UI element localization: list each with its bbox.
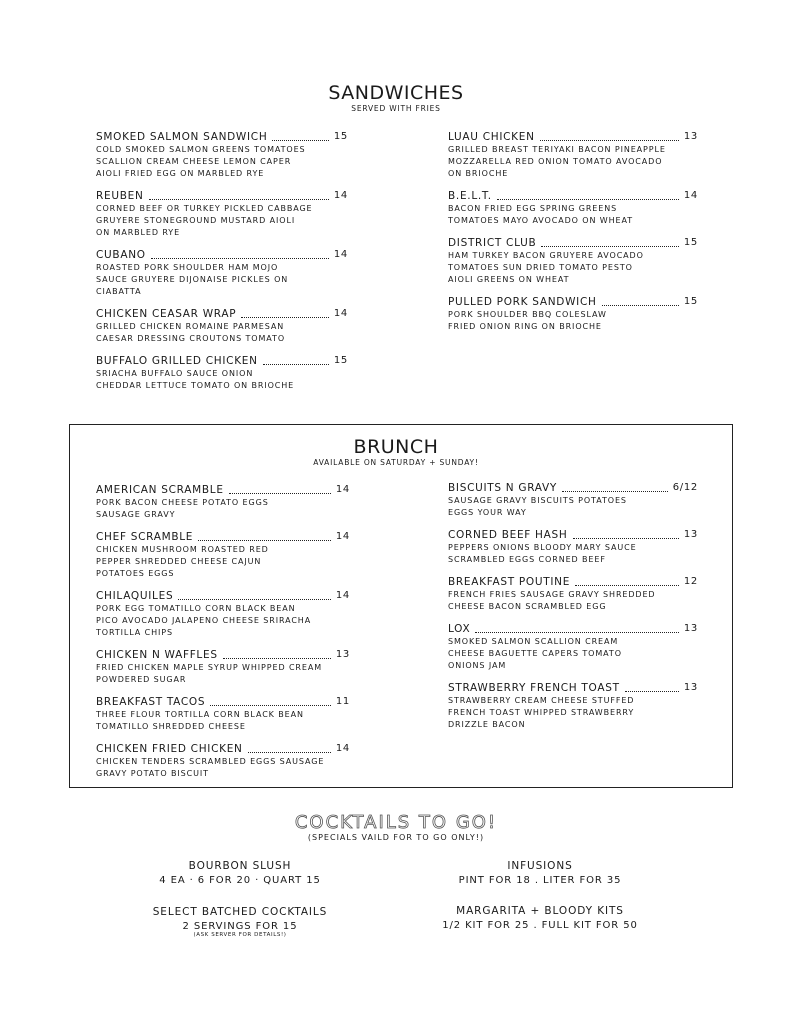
menu-item-description: CAESAR DRESSING CROUTONS TOMATO: [96, 334, 286, 343]
menu-item-description: ON MARBLED RYE: [96, 228, 181, 237]
dot-leader: [497, 199, 679, 200]
menu-item: [448, 131, 698, 179]
menu-item-header: [96, 484, 350, 496]
menu-item-description: PEPPER SHREDDED CHEESE CAJUN: [96, 557, 262, 566]
menu-item-price: 11: [335, 696, 350, 707]
dot-leader: [562, 491, 668, 492]
menu-item-description: COLD SMOKED SALMON GREENS TOMATOES: [96, 145, 306, 154]
menu-item: [96, 743, 350, 779]
menu-item: [448, 190, 698, 226]
menu-item: [96, 131, 348, 179]
menu-item-description: POWDERED SUGAR: [96, 675, 187, 684]
menu-item-name: CHICKEN FRIED CHICKEN: [96, 743, 243, 755]
menu-item-description: GRILLED BREAST TERIYAKI BACON PINEAPPLE: [448, 145, 666, 154]
infusions-price: PINT FOR 18 . LITER FOR 35: [458, 875, 622, 886]
menu-item-description: AIOLI GREENS ON WHEAT: [448, 275, 570, 284]
menu-item-name: BREAKFAST POUTINE: [448, 576, 571, 588]
menu-item-name: BISCUITS N GRAVY: [448, 482, 558, 494]
menu-item-price: 15: [333, 131, 348, 142]
menu-item-description: FRENCH TOAST WHIPPED STRAWBERRY: [448, 708, 635, 717]
batched-cocktails: [130, 906, 350, 938]
menu-item-price: 13: [683, 682, 698, 693]
menu-item-price: 14: [335, 484, 350, 495]
menu-item: [448, 237, 698, 285]
dot-leader: [573, 538, 679, 539]
menu-item-price: 14: [335, 743, 350, 754]
dot-leader: [263, 364, 329, 365]
margarita-bloody-kits: [410, 905, 670, 931]
dot-leader: [210, 705, 331, 706]
menu-item-header: [448, 529, 698, 541]
menu-item-name: CHILAQUILES: [96, 590, 174, 602]
cocktails-subtitle: (SPECIALS VAILD FOR TO GO ONLY!): [307, 833, 485, 842]
menu-item-header: [448, 682, 698, 694]
menu-item: [96, 696, 350, 732]
brunch-left-column: [96, 484, 350, 790]
menu-item-price: 13: [335, 649, 350, 660]
menu-item-header: [448, 131, 698, 143]
dot-leader: [540, 140, 679, 141]
menu-item-description: CHEESE BACON SCRAMBLED EGG: [448, 602, 607, 611]
menu-item-name: CORNED BEEF HASH: [448, 529, 568, 541]
menu-item-price: 6/12: [672, 482, 698, 493]
menu-item: [448, 623, 698, 671]
menu-item: [448, 296, 698, 332]
dot-leader: [229, 493, 331, 494]
menu-item-header: [96, 590, 350, 602]
menu-item-header: [448, 623, 698, 635]
dot-leader: [272, 140, 328, 141]
dot-leader: [151, 258, 329, 259]
menu-item-price: 14: [333, 308, 348, 319]
menu-item: [96, 590, 350, 638]
menu-item-description: CHEESE BAGUETTE CAPERS TOMATO: [448, 649, 622, 658]
menu-item-header: [96, 308, 348, 320]
menu-item-description: CORNED BEEF OR TURKEY PICKLED CABBAGE: [96, 204, 313, 213]
menu-item-description: GRILLED CHICKEN ROMAINE PARMESAN: [96, 322, 285, 331]
menu-item-name: B.E.L.T.: [448, 190, 492, 202]
menu-item: [448, 682, 698, 730]
dot-leader: [625, 691, 679, 692]
menu-item: [448, 482, 698, 518]
menu-item-header: [96, 743, 350, 755]
menu-item-price: 14: [335, 590, 350, 601]
menu-item-name: DISTRICT CLUB: [448, 237, 537, 249]
dot-leader: [178, 599, 331, 600]
dot-leader: [541, 246, 678, 247]
menu-item-description: STRAWBERRY CREAM CHEESE STUFFED: [448, 696, 635, 705]
menu-item-header: [448, 576, 698, 588]
menu-item-header: [448, 237, 698, 249]
menu-item-description: SAUCE GRUYERE DIJONAISE PICKLES ON: [96, 275, 289, 284]
menu-item-header: [448, 190, 698, 202]
cocktails-title: COCKTAILS TO GO!: [294, 812, 498, 833]
menu-item: [448, 576, 698, 612]
menu-item-description: PEPPERS ONIONS BLOODY MARY SAUCE: [448, 543, 637, 552]
sandwiches-right-column: [448, 131, 698, 343]
brunch-subtitle: AVAILABLE ON SATURDAY + SUNDAY!: [313, 458, 479, 467]
dot-leader: [575, 585, 679, 586]
menu-item: [96, 355, 348, 391]
menu-item-description: FRIED ONION RING ON BRIOCHE: [448, 322, 602, 331]
menu-item-price: 14: [333, 190, 348, 201]
menu-item-description: ROASTED PORK SHOULDER HAM MOJO: [96, 263, 279, 272]
menu-item-header: [96, 190, 348, 202]
menu-item: [96, 531, 350, 579]
menu-item-description: ONIONS JAM: [448, 661, 507, 670]
menu-item-description: PICO AVOCADO JALAPENO CHEESE SRIRACHA: [96, 616, 312, 625]
menu-item-name: BUFFALO GRILLED CHICKEN: [96, 355, 258, 367]
menu-item-price: 15: [683, 237, 698, 248]
menu-item-description: SAUSAGE GRAVY BISCUITS POTATOES: [448, 496, 627, 505]
menu-item-description: CHEDDAR LETTUCE TOMATO ON BRIOCHE: [96, 381, 295, 390]
bourbon-slush: [130, 860, 350, 886]
menu-item-price: 15: [683, 296, 698, 307]
menu-item-name: CHEF SCRAMBLE: [96, 531, 194, 543]
menu-item-header: [448, 482, 698, 494]
menu-item-header: [96, 696, 350, 708]
brunch-header: [0, 436, 792, 467]
menu-item-description: ON BRIOCHE: [448, 169, 509, 178]
menu-item-price: 13: [683, 529, 698, 540]
menu-item-name: STRAWBERRY FRENCH TOAST: [448, 682, 620, 694]
menu-item: [96, 308, 348, 344]
menu-item-price: 14: [333, 249, 348, 260]
menu-item-name: PULLED PORK SANDWICH: [448, 296, 597, 308]
menu-item-description: CHICKEN MUSHROOM ROASTED RED: [96, 545, 269, 554]
dot-leader: [475, 632, 679, 633]
menu-item: [448, 529, 698, 565]
menu-item-description: SRIACHA BUFFALO SAUCE ONION: [96, 369, 254, 378]
menu-item-description: SAUSAGE GRAVY: [96, 510, 176, 519]
menu-item-name: BREAKFAST TACOS: [96, 696, 206, 708]
dot-leader: [241, 317, 329, 318]
menu-item-description: PORK SHOULDER BBQ COLESLAW: [448, 310, 607, 319]
sandwiches-subtitle: SERVED WITH FRIES: [351, 104, 441, 113]
infusions-name: INFUSIONS: [507, 860, 573, 872]
menu-item-description: FRIED CHICKEN MAPLE SYRUP WHIPPED CREAM: [96, 663, 323, 672]
menu-item: [96, 190, 348, 238]
dot-leader: [602, 305, 679, 306]
dot-leader: [248, 752, 331, 753]
menu-item-description: FRENCH FRIES SAUSAGE GRAVY SHREDDED: [448, 590, 656, 599]
menu-item-header: [96, 649, 350, 661]
menu-item-description: SCALLION CREAM CHEESE LEMON CAPER: [96, 157, 292, 166]
menu-item-description: EGGS YOUR WAY: [448, 508, 527, 517]
menu-item-price: 12: [683, 576, 698, 587]
brunch-title: BRUNCH: [353, 436, 439, 458]
menu-item-description: TOMATOES MAYO AVOCADO ON WHEAT: [448, 216, 634, 225]
menu-item-description: TOMATOES SUN DRIED TOMATO PESTO: [448, 263, 633, 272]
menu-item-description: PORK EGG TOMATILLO CORN BLACK BEAN: [96, 604, 296, 613]
kits-name: MARGARITA + BLOODY KITS: [456, 905, 624, 917]
dot-leader: [149, 199, 329, 200]
sandwiches-left-column: [96, 131, 348, 402]
menu-item-name: CUBANO: [96, 249, 146, 261]
menu-item-description: GRUYERE STONEGROUND MUSTARD AIOLI: [96, 216, 296, 225]
infusions: [420, 860, 660, 886]
dot-leader: [198, 540, 331, 541]
menu-item-header: [96, 531, 350, 543]
menu-item-description: BACON FRIED EGG SPRING GREENS: [448, 204, 618, 213]
batched-cocktails-name: SELECT BATCHED COCKTAILS: [152, 906, 328, 918]
dot-leader: [223, 658, 331, 659]
menu-item-header: [96, 249, 348, 261]
bourbon-slush-name: BOURBON SLUSH: [188, 860, 292, 872]
menu-item-header: [96, 355, 348, 367]
menu-item: [96, 249, 348, 297]
menu-item-description: CHICKEN TENDERS SCRAMBLED EGGS SAUSAGE: [96, 757, 325, 766]
menu-item-header: [448, 296, 698, 308]
menu-item-name: REUBEN: [96, 190, 144, 202]
menu-item-name: CHICKEN CEASAR WRAP: [96, 308, 237, 320]
menu-item-description: DRIZZLE BACON: [448, 720, 526, 729]
batched-cocktails-price: 2 SERVINGS FOR 15: [182, 921, 298, 932]
menu-item-description: AIOLI FRIED EGG ON MARBLED RYE: [96, 169, 265, 178]
menu-item-name: SMOKED SALMON SANDWICH: [96, 131, 268, 143]
menu-item-name: LOX: [448, 623, 471, 635]
sandwiches-title: SANDWICHES: [328, 82, 464, 104]
menu-item-description: POTATOES EGGS: [96, 569, 175, 578]
menu-item: [96, 649, 350, 685]
menu-item-description: MOZZARELLA RED ONION TOMATO AVOCADO: [448, 157, 663, 166]
menu-item-price: 14: [683, 190, 698, 201]
menu-item-description: PORK BACON CHEESE POTATO EGGS: [96, 498, 269, 507]
kits-price: 1/2 KIT FOR 25 . FULL KIT FOR 50: [442, 920, 638, 931]
menu-item-description: TOMATILLO SHREDDED CHEESE: [96, 722, 246, 731]
menu-item-header: [96, 131, 348, 143]
menu-item-description: HAM TURKEY BACON GRUYERE AVOCADO: [448, 251, 644, 260]
menu-item-description: GRAVY POTATO BISCUIT: [96, 769, 209, 778]
menu-item: [96, 484, 350, 520]
bourbon-slush-price: 4 EA · 6 FOR 20 · QUART 15: [159, 875, 321, 886]
menu-item-description: SCRAMBLED EGGS CORNED BEEF: [448, 555, 606, 564]
menu-item-price: 13: [683, 623, 698, 634]
menu-item-price: 13: [683, 131, 698, 142]
menu-item-price: 14: [335, 531, 350, 542]
menu-item-description: THREE FLOUR TORTILLA CORN BLACK BEAN: [96, 710, 304, 719]
menu-item-price: 15: [333, 355, 348, 366]
sandwiches-header: [0, 82, 792, 113]
menu-item-name: CHICKEN N WAFFLES: [96, 649, 218, 661]
brunch-right-column: [448, 482, 698, 741]
menu-item-description: TORTILLA CHIPS: [96, 628, 173, 637]
batched-cocktails-note: (ASK SERVER FOR DETAILS!): [193, 932, 287, 938]
menu-item-description: SMOKED SALMON SCALLION CREAM: [448, 637, 619, 646]
menu-item-name: LUAU CHICKEN: [448, 131, 535, 143]
menu-item-name: AMERICAN SCRAMBLE: [96, 484, 224, 496]
menu-item-description: CIABATTA: [96, 287, 142, 296]
